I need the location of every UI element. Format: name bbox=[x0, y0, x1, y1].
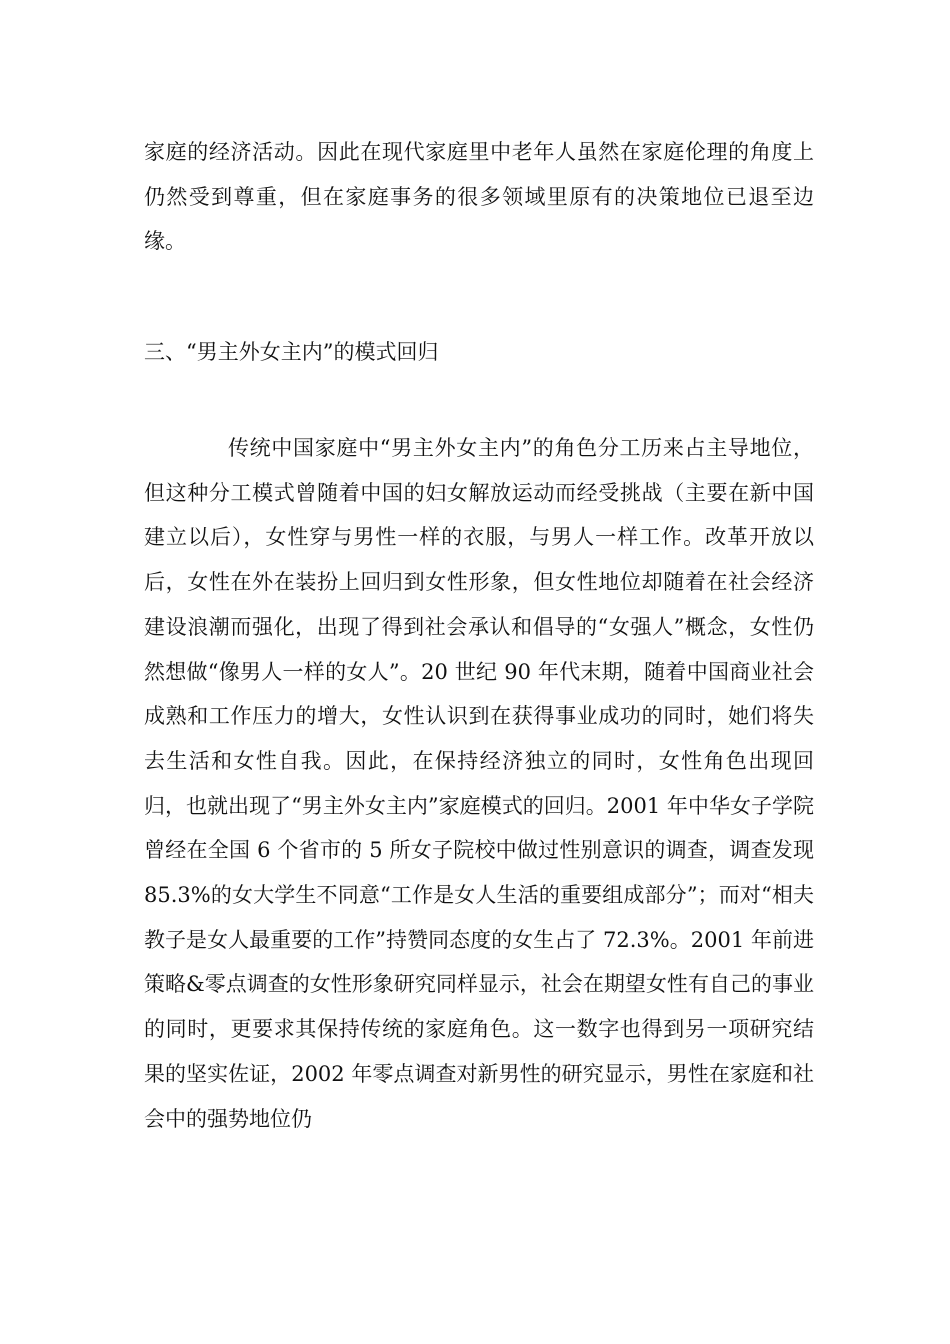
section-heading: 三、“男主外女主内”的模式回归 bbox=[144, 340, 439, 364]
main-paragraph: 传统中国家庭中“男主外女主内”的角色分工历来占主导地位，但这种分工模式曾随着中国的妇女解放运动而经受挑战（主要在新中国建立以后），女性穿与男性一样的衣服，与男人一样工作。改革开放以后，女性在外在装扮上回归到女性形象，但女性地位却随着在社会经济建设浪潮而强化，出现了得到社会承认和倡导的“女强人”概念，女性仍然想做“像男人一样的女人”。20 世纪 90 年代末期，随着中国商业社会成熟和工作压力的增大，女性认识到在获得事业成功的同时，她们将失去生活和女性自我。因此，在保持经济独立的同时，女性角色出现回归，也就出现了“男主外女主内”家庭模式的回归。2001 年中华女子学院曾经在全国 6 个省市的 5 所女子院校中做过性别意识的调查，调查发现 85.3%的女大学生不同意“工作是女人生活的重要组成部分”；而对“相夫教子是女人最重要的工作”持赞同态度的女生占了 72.3%。2001 年前进策略&零点调查的女性形象研究同样显示，社会在期望女性有自己的事业的同时，更要求其保持传统的家庭角色。这一数字也得到另一项研究结果的坚实佐证，2002 年零点调查对新男性的研究显示，男性在家庭和社会中的强势地位仍 bbox=[144, 436, 814, 1131]
continuation-paragraph: 家庭的经济活动。因此在现代家庭里中老年人虽然在家庭伦理的角度上仍然受到尊重，但在家庭事务的很多领域里原有的决策地位已退至边缘。 bbox=[144, 140, 814, 254]
